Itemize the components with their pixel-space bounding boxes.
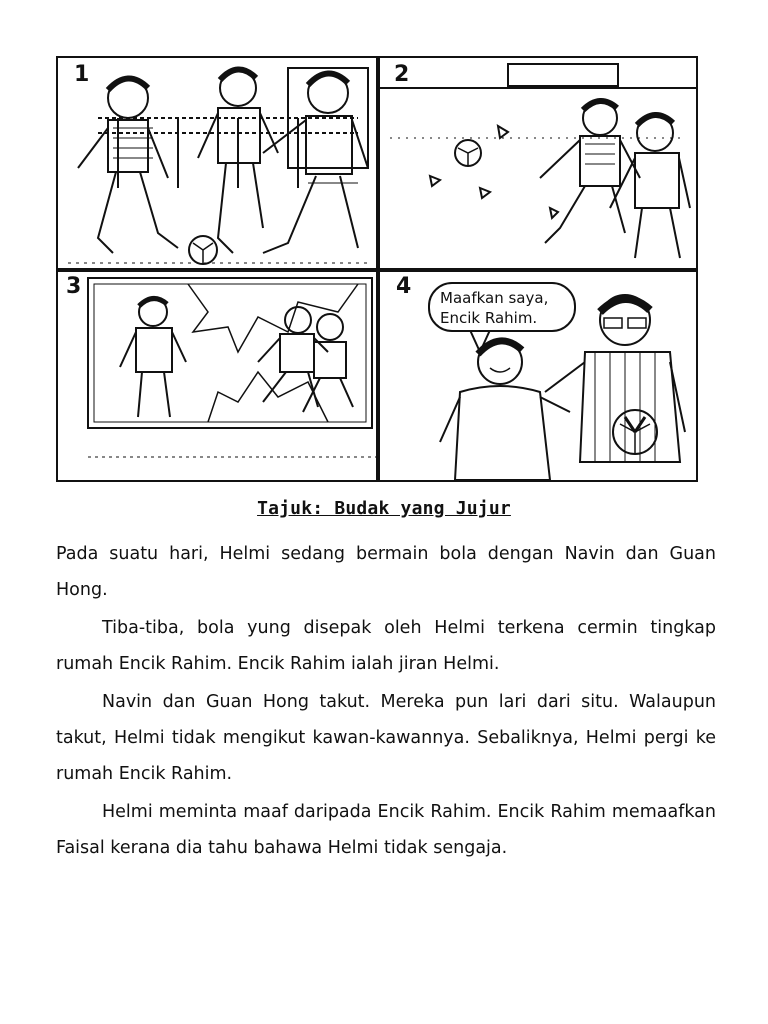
comic-panel-4 (380, 272, 696, 480)
story-paragraph-1: Pada suatu hari, Helmi sedang bermain bola dengan Navin dan Guan Hong. (56, 544, 716, 600)
panel-divider-horizontal (58, 268, 696, 272)
panel-number: 3 (66, 274, 82, 299)
panel-1-illustration (58, 58, 376, 268)
panel-number: 4 (396, 274, 412, 299)
story-title: Tajuk: Budak yang Jujur (257, 498, 511, 519)
comic-panel-2 (380, 58, 696, 268)
story-paragraph-3: Navin dan Guan Hong takut. Mereka pun lari dari situ. Walaupun takut, Helmi tidak mengikut kawan-kawannya. Sebaliknya, Helmi pergi ke rumah Encik Rahim. (56, 692, 716, 784)
comic-strip (56, 56, 698, 482)
comic-panel-1 (58, 58, 376, 268)
story-paragraph-4: Helmi meminta maaf daripada Encik Rahim. Encik Rahim memaafkan Faisal kerana dia tahu bahawa Helmi tidak sengaja. (56, 802, 716, 858)
panel-number: 1 (74, 62, 90, 87)
speech-bubble: Maafkan saya, Encik Rahim. (428, 282, 576, 332)
story-paragraph-2: Tiba-tiba, bola yung disepak oleh Helmi terkena cermin tingkap rumah Encik Rahim. Encik Rahim ialah jiran Helmi. (56, 618, 716, 674)
comic-panel-3 (58, 272, 376, 480)
panel-number: 2 (394, 62, 410, 87)
panel-3-illustration (58, 272, 376, 480)
panel-2-illustration (380, 58, 696, 268)
